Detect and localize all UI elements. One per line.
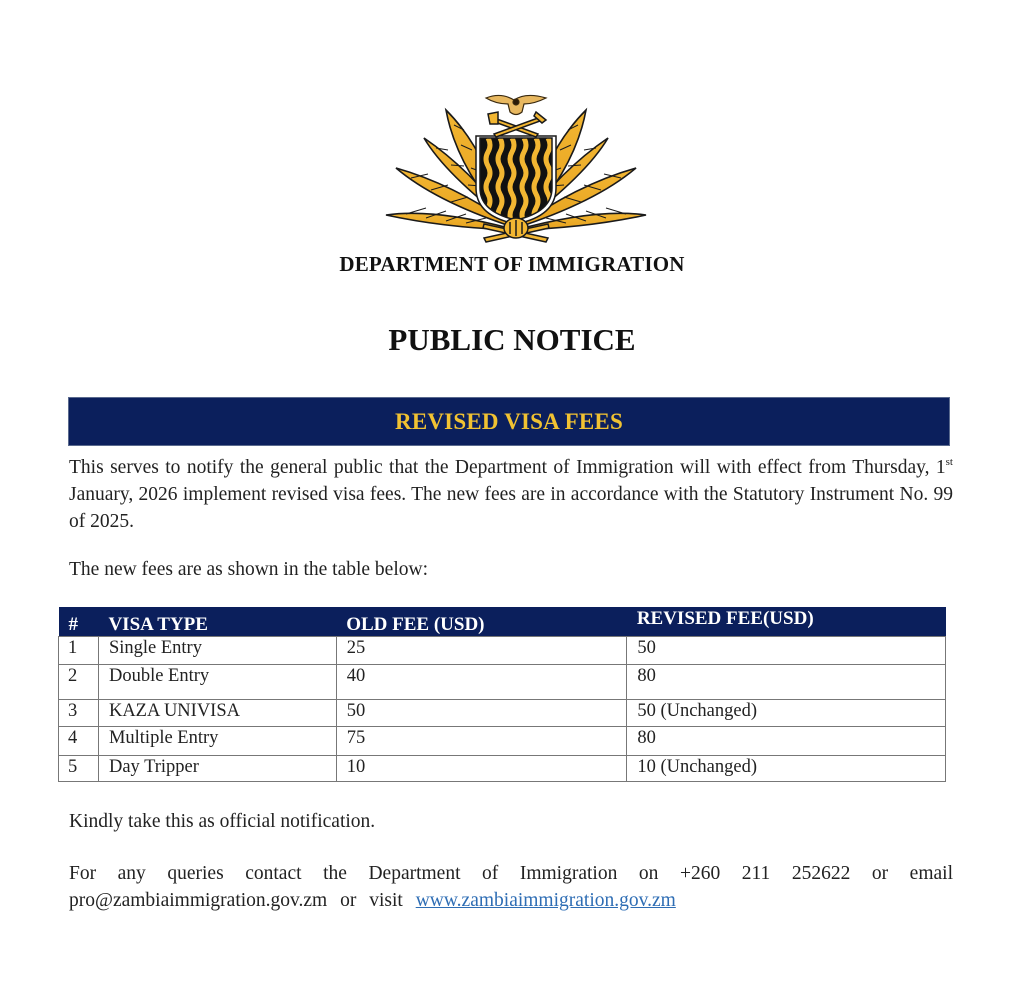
page-title: PUBLIC NOTICE — [388, 322, 636, 357]
row-number: 4 — [59, 726, 99, 755]
revised-fee-cell: 50 — [627, 636, 946, 664]
column-header-visa-type: VISA TYPE — [98, 607, 336, 636]
intro-paragraph — [69, 454, 953, 535]
contact-paragraph — [69, 860, 953, 914]
section-banner — [68, 397, 950, 446]
visa-type-cell: Multiple Entry — [98, 726, 336, 755]
row-number: 3 — [59, 699, 99, 726]
table-row — [59, 755, 946, 781]
visa-type-cell: Single Entry — [98, 636, 336, 664]
revised-fee-cell: 50 (Unchanged) — [627, 699, 946, 726]
closing-paragraph: Kindly take this as official notification. — [69, 811, 376, 832]
intro-text-part2: January, 2026 implement revised visa fees. The new fees are in accordance with the Statutory Instrument No. 99 of 2025. — [69, 484, 953, 532]
visa-fees-table — [58, 607, 946, 782]
row-number: 2 — [59, 664, 99, 699]
ordinal-superscript: st — [945, 456, 953, 468]
table-row — [59, 664, 946, 699]
table-row — [59, 699, 946, 726]
visa-type-cell: KAZA UNIVISA — [98, 699, 336, 726]
old-fee-cell: 50 — [336, 699, 627, 726]
revised-fee-cell: 80 — [627, 726, 946, 755]
old-fee-cell: 25 — [336, 636, 627, 664]
column-header-revised-fee: REVISED FEE(USD) — [627, 607, 946, 636]
revised-fee-cell: 10 (Unchanged) — [627, 755, 946, 781]
row-number: 1 — [59, 636, 99, 664]
column-header-old-fee: OLD FEE (USD) — [336, 607, 627, 636]
website-link[interactable]: www.zambiaimmigration.gov.zm — [415, 890, 676, 911]
table-header-row — [59, 607, 946, 636]
visa-type-cell: Double Entry — [98, 664, 336, 699]
department-title: DEPARTMENT OF IMMIGRATION — [339, 252, 685, 276]
table-row — [59, 726, 946, 755]
row-number: 5 — [59, 755, 99, 781]
contact-text: For any queries contact the Department of Immigration on +260 211 252622 or email pro@zambiaimmigration.gov.zm or visit — [69, 863, 953, 911]
revised-fee-cell: 80 — [627, 664, 946, 699]
table-row — [59, 636, 946, 664]
old-fee-cell: 10 — [336, 755, 627, 781]
coat-of-arms-icon — [376, 90, 656, 245]
table-intro-paragraph: The new fees are as shown in the table below: — [69, 559, 428, 580]
visa-type-cell: Day Tripper — [98, 755, 336, 781]
intro-text-part1: This serves to notify the general public that the Department of Immigration will with effect from Thursday, 1 — [69, 457, 946, 478]
old-fee-cell: 75 — [336, 726, 627, 755]
old-fee-cell: 40 — [336, 664, 627, 699]
column-header-number: # — [59, 607, 99, 636]
banner-title: REVISED VISA FEES — [395, 408, 623, 434]
